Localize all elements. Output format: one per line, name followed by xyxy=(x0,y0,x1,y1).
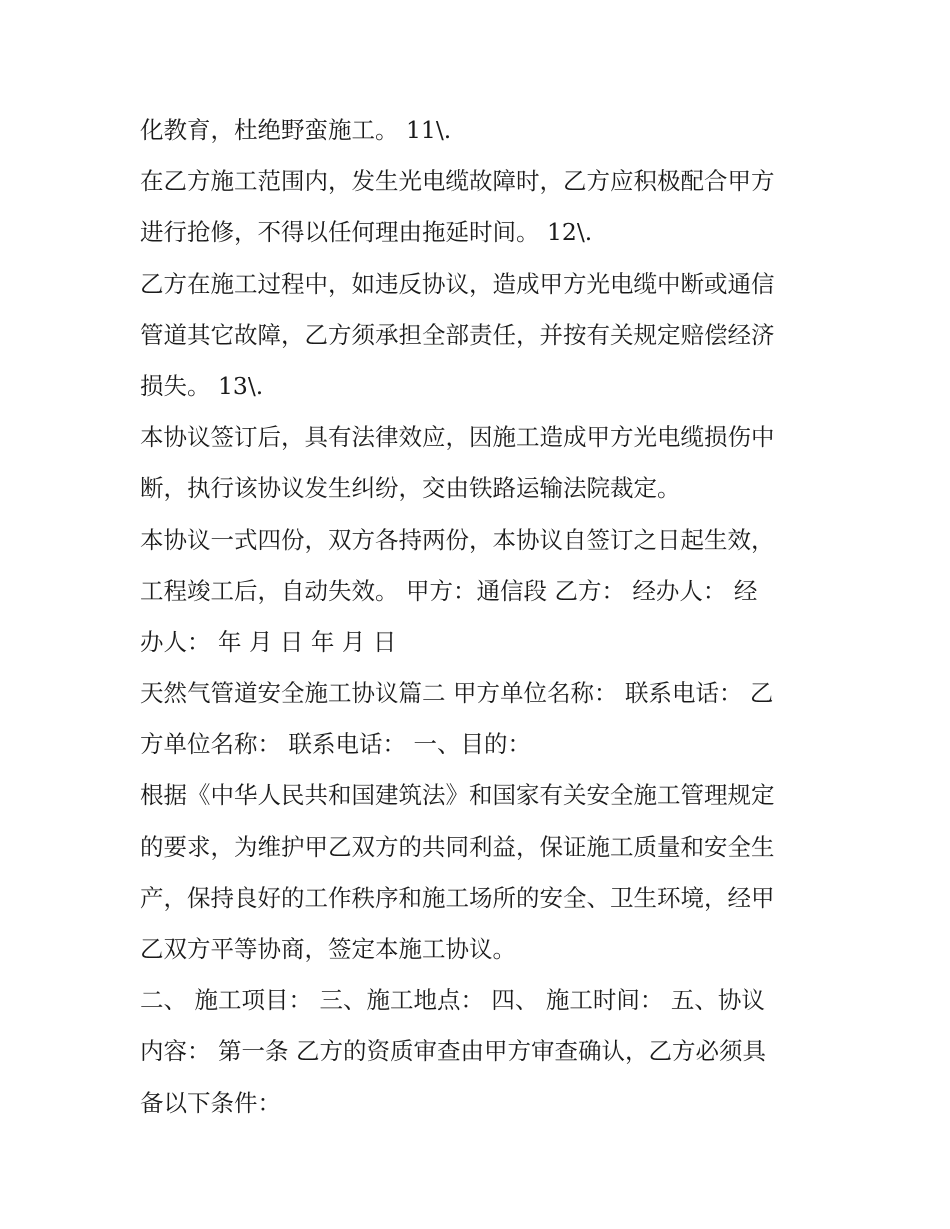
text-line: 管道其它故障，乙方须承担全部责任，并按有关规定赔偿经济 xyxy=(140,320,775,349)
text-line: 乙双方平等协商，签定本施工协议。 xyxy=(140,935,516,963)
text-line: 本协议签订后，具有法律效应，因施工造成甲方光电缆损伤中 xyxy=(140,423,775,452)
text-line: 工程竣工后，自动失效。 甲方：通信段 乙方： 经办人： 经 xyxy=(140,576,758,605)
text-line: 备以下条件： xyxy=(140,1088,281,1117)
document-body xyxy=(140,105,820,1129)
text-line: 乙方在施工过程中，如违反协议，造成甲方光电缆中断或通信 xyxy=(140,269,775,298)
text-line: 办人： 年 月 日 年 月 日 xyxy=(140,627,397,656)
text-line: 断，执行该协议发生纠纷，交由铁路运输法院裁定。 xyxy=(140,474,681,503)
text-line: 根据《中华人民共和国建筑法》和国家有关安全施工管理规定 xyxy=(140,781,775,810)
text-line: 损失。 13\. xyxy=(140,371,264,400)
text-line: 产，保持良好的工作秩序和施工场所的安全、卫生环境，经甲 xyxy=(140,883,775,912)
text-line: 内容： 第一条 乙方的资质审查由甲方审查确认，乙方必须具 xyxy=(140,1037,766,1066)
text-line: 在乙方施工范围内，发生光电缆故障时，乙方应积极配合甲方 xyxy=(140,167,775,196)
text-line: 方单位名称： 联系电话： 一、目的： xyxy=(140,730,531,759)
text-line: 进行抢修，不得以任何理由拖延时间。 12\. xyxy=(140,218,593,247)
text-line: 本协议一式四份，双方各持两份，本协议自签订之日起生效， xyxy=(140,525,775,554)
text-line: 二、 施工项目： 三、施工地点： 四、 施工时间： 五、协议 xyxy=(140,986,765,1015)
text-line: 天然气管道安全施工协议篇二 甲方单位名称： 联系电话： 乙 xyxy=(140,679,774,708)
text-line: 化教育，杜绝野蛮施工。 11\. xyxy=(140,116,452,144)
text-line: 的要求，为维护甲乙双方的共同利益，保证施工质量和安全生 xyxy=(140,832,775,861)
